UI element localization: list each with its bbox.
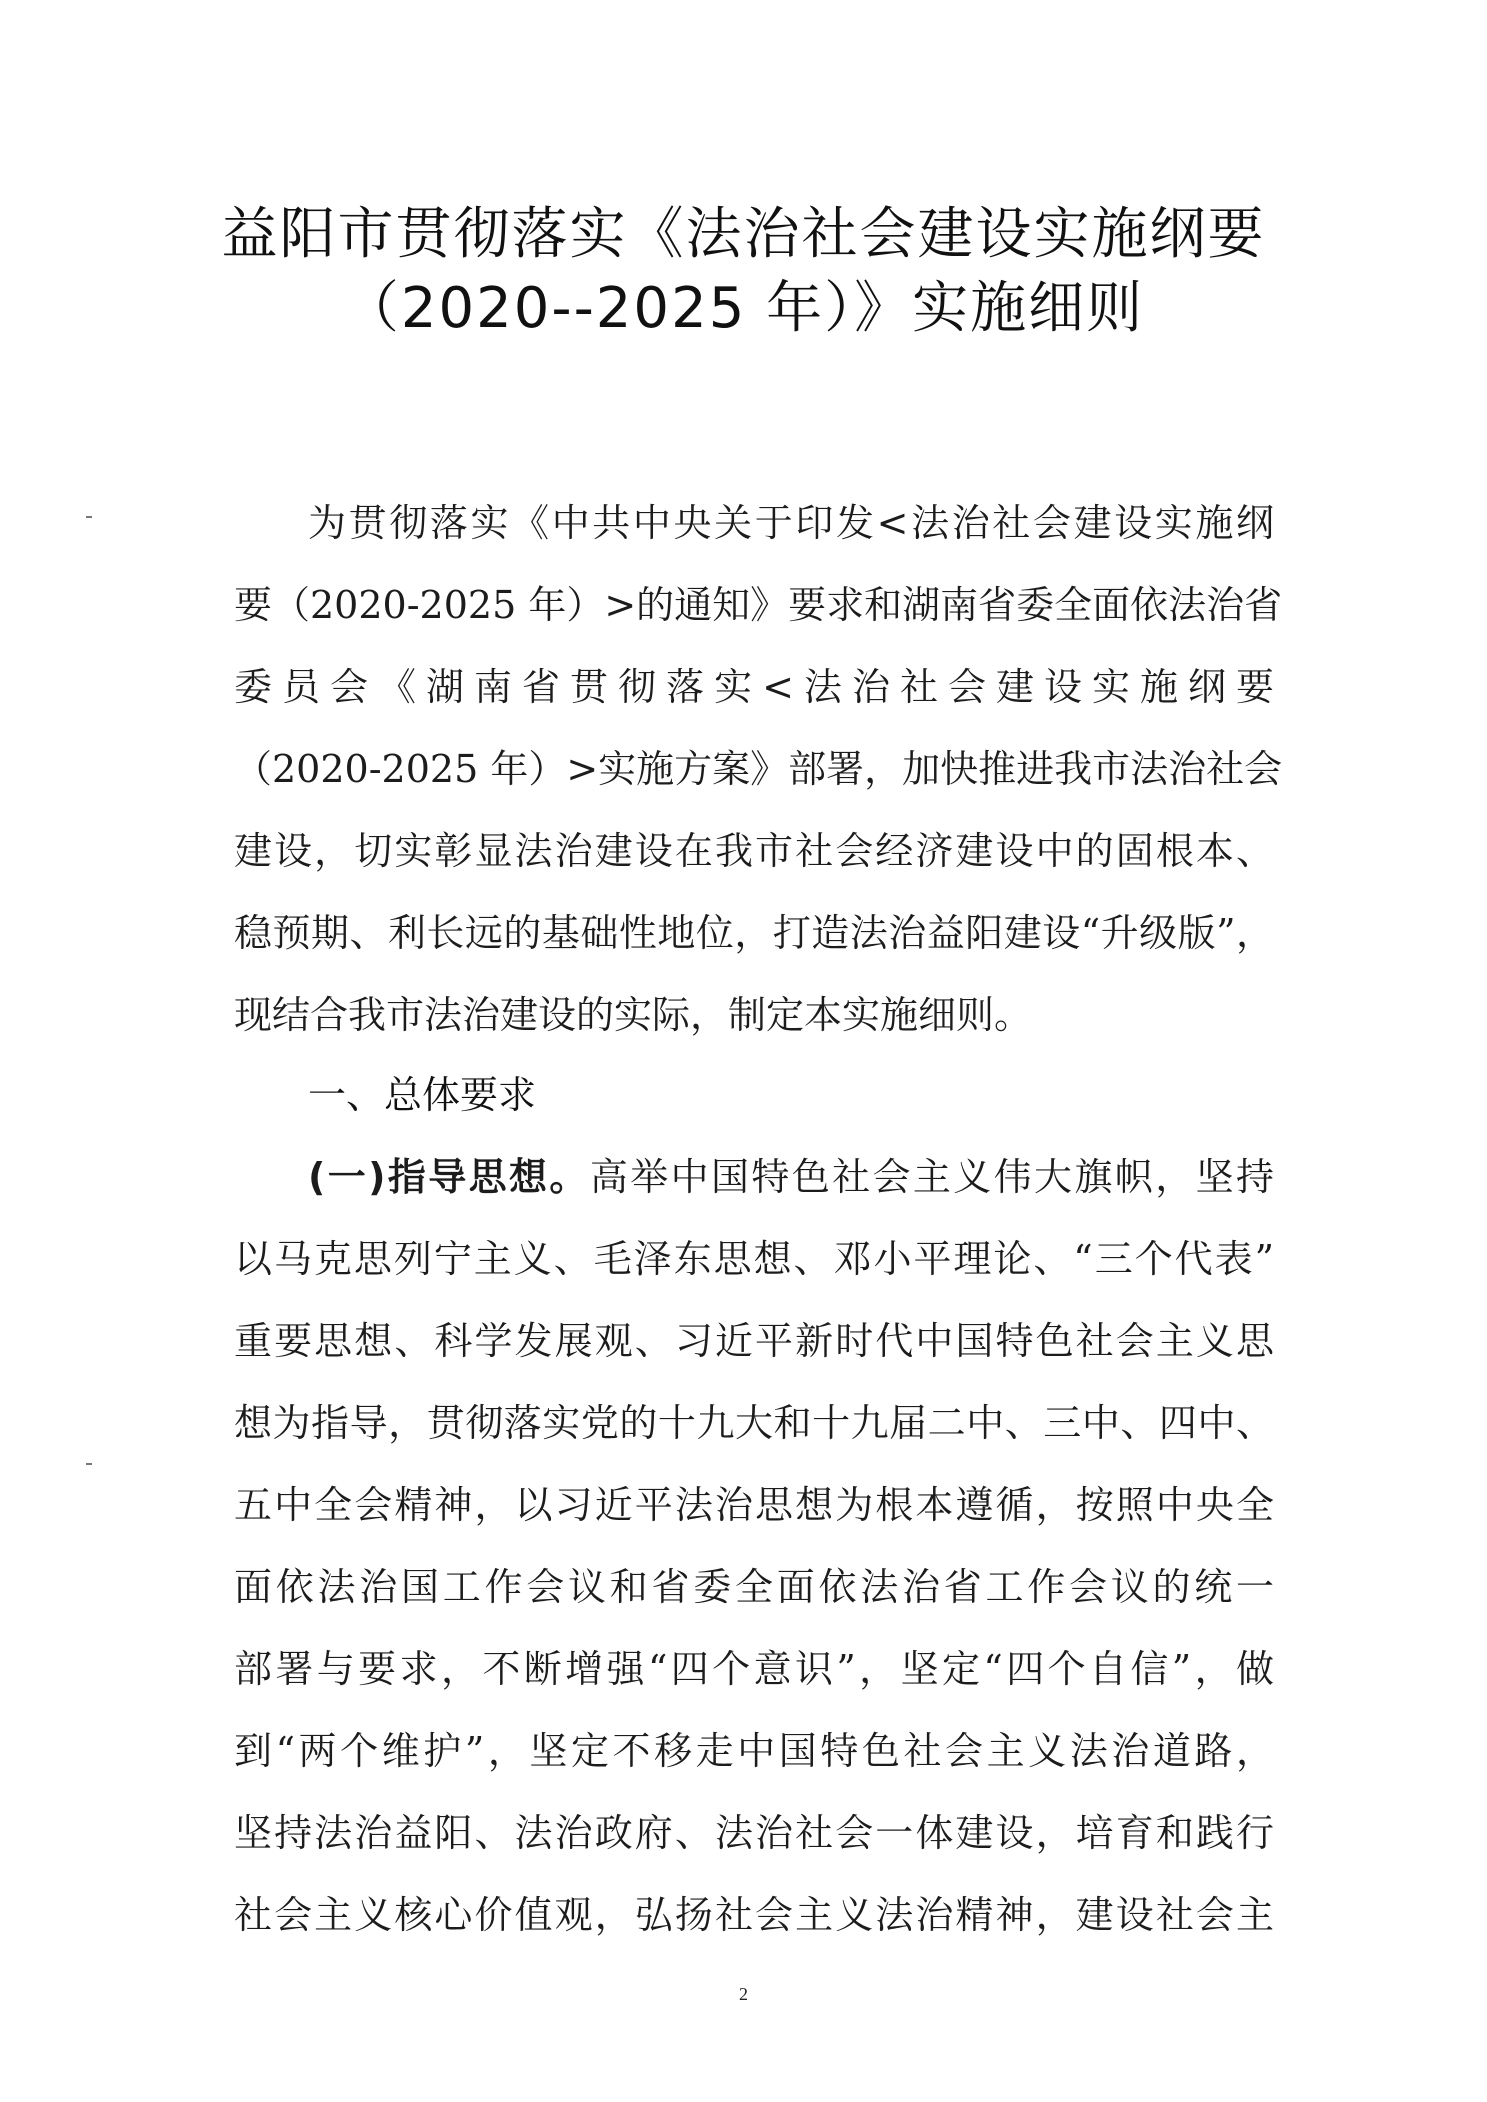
document-title-line-1: 益阳市贯彻落实《法治社会建设实施纲要 — [221, 202, 1266, 267]
guiding-paragraph-first-line — [308, 1152, 1274, 1202]
intro-paragraph-line: 为贯彻落实《中共中央关于印发<法治社会建设实施纲 — [308, 501, 1274, 545]
intro-paragraph-line: 委员会《湖南省贯彻落实<法治社会建设实施纲要 — [234, 665, 1274, 709]
page-number: 2 — [739, 1984, 748, 2004]
guiding-paragraph-line: 面依法治国工作会议和省委全面依法治省工作会议的统一 — [234, 1565, 1274, 1609]
intro-paragraph-line: 稳预期、利长远的基础性地位，打造法治益阳建设“升级版”， — [234, 911, 1274, 955]
guiding-lead: (一)指导思想。 — [308, 1155, 590, 1199]
intro-paragraph-line: 建设，切实彰显法治建设在我市社会经济建设中的固根本、 — [234, 829, 1274, 873]
intro-paragraph-line: 现结合我市法治建设的实际，制定本实施细则。 — [234, 993, 1033, 1037]
scan-mark — [86, 1463, 92, 1465]
guiding-paragraph-line: 重要思想、科学发展观、习近平新时代中国特色社会主义思 — [234, 1319, 1274, 1363]
guiding-paragraph-line: 坚持法治益阳、法治政府、法治社会一体建设，培育和践行 — [234, 1811, 1274, 1855]
guiding-paragraph-line: 想为指导，贯彻落实党的十九大和十九届二中、三中、四中、 — [234, 1401, 1274, 1445]
guiding-paragraph-line: 到“两个维护”，坚定不移走中国特色社会主义法治道路， — [234, 1729, 1274, 1773]
document-title-line-2: （2020--2025 年）》实施细则 — [342, 276, 1145, 341]
guiding-paragraph-line: 部署与要求，不断增强“四个意识”，坚定“四个自信”，做 — [234, 1647, 1274, 1691]
scan-mark — [86, 516, 92, 518]
section-heading: 一、总体要求 — [308, 1073, 537, 1117]
guiding-first-line-rest: 高举中国特色社会主义伟大旗帜，坚持 — [589, 1155, 1274, 1199]
guiding-paragraph-line: 以马克思列宁主义、毛泽东思想、邓小平理论、“三个代表” — [234, 1237, 1274, 1281]
intro-paragraph-line: （2020-2025 年）>实施方案》部署，加快推进我市法治社会 — [234, 747, 1283, 791]
guiding-paragraph-line: 社会主义核心价值观，弘扬社会主义法治精神，建设社会主 — [234, 1893, 1274, 1937]
intro-paragraph-line: 要（2020-2025 年）>的通知》要求和湖南省委全面依法治省 — [234, 583, 1283, 627]
guiding-paragraph-line: 五中全会精神，以习近平法治思想为根本遵循，按照中央全 — [234, 1483, 1274, 1527]
